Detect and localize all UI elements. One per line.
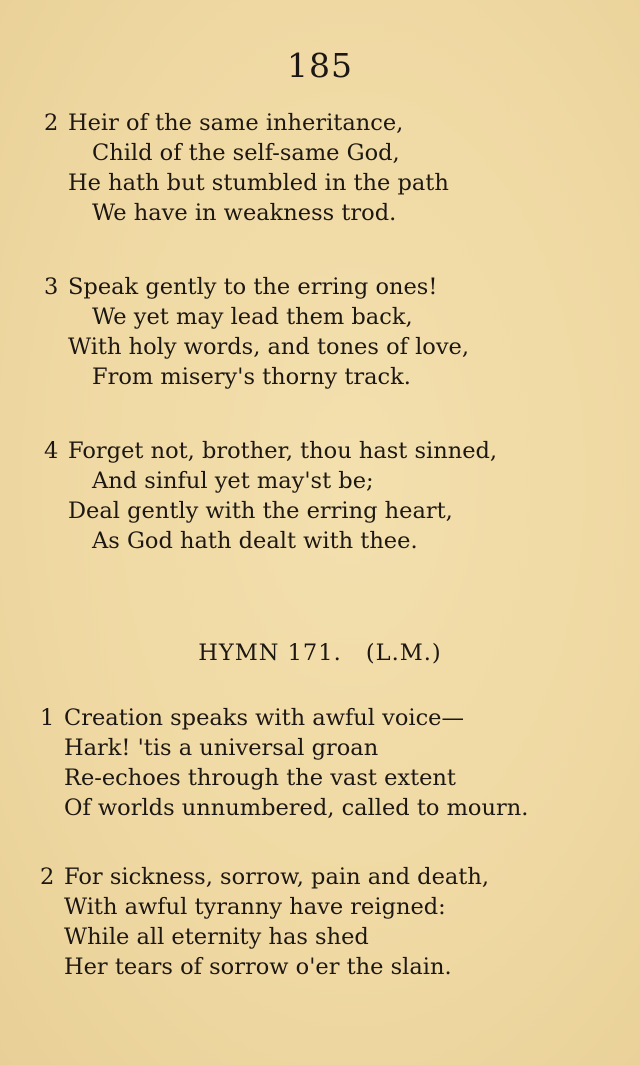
hymn-heading [0, 640, 640, 666]
verse-line: From misery's thorny track. [92, 364, 411, 390]
verse-line: Deal gently with the erring heart, [68, 498, 453, 524]
verse-line: While all eternity has shed [64, 924, 369, 950]
verse-line: Heir of the same inheritance, [68, 110, 404, 136]
verse-line: Of worlds unnumbered, called to mourn. [64, 795, 529, 821]
verse-line: And sinful yet may'st be; [92, 468, 374, 494]
hymn-meter: (L.M.) [365, 640, 442, 666]
verse-line: Her tears of sorrow o'er the slain. [64, 954, 452, 980]
stanza-number: 1 [40, 705, 55, 731]
verse-line: We yet may lead them back, [92, 304, 413, 330]
verse-line: We have in weakness trod. [92, 200, 397, 226]
verse-line: Forget not, brother, thou hast sinned, [68, 438, 498, 464]
verse-line: For sickness, sorrow, pain and death, [64, 864, 489, 890]
verse-line: Speak gently to the erring ones! [68, 274, 438, 300]
verse-line: As God hath dealt with thee. [92, 528, 418, 554]
stanza-number: 4 [44, 438, 59, 464]
verse-line: Re-echoes through the vast extent [64, 765, 456, 791]
stanza-number: 2 [40, 864, 55, 890]
verse-line: Hark! 'tis a universal groan [64, 735, 379, 761]
stanza-number: 3 [44, 274, 59, 300]
verse-line: With awful tyranny have reigned: [64, 894, 446, 920]
verse-line: Child of the self-same God, [92, 140, 400, 166]
hymn-title: HYMN 171. [198, 640, 342, 666]
stanza-number: 2 [44, 110, 59, 136]
verse-line: He hath but stumbled in the path [68, 170, 449, 196]
verse-line: With holy words, and tones of love, [68, 334, 470, 360]
verse-line: Creation speaks with awful voice— [64, 705, 464, 731]
page-number: 185 [287, 46, 353, 85]
